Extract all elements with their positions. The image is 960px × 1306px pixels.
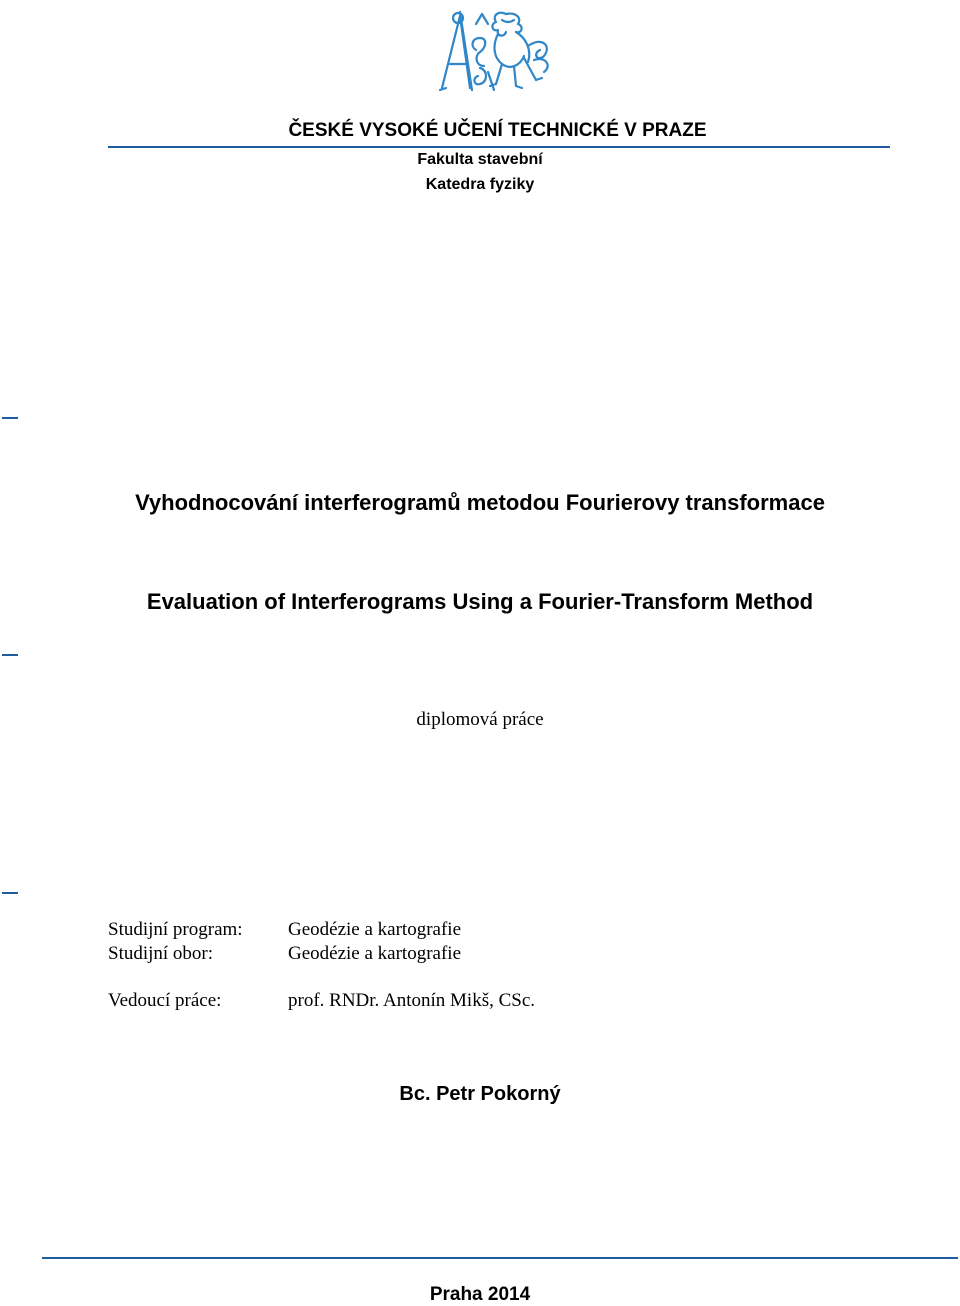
footer-rule: [42, 1257, 958, 1259]
margin-mark: [2, 654, 18, 656]
university-name: ČESKÉ VYSOKÉ UČENÍ TECHNICKÉ V PRAZE: [288, 120, 707, 141]
university-logo: [436, 6, 556, 92]
city-year: Praha 2014: [429, 1284, 531, 1305]
study-program-value: Geodézie a kartografie: [288, 919, 462, 940]
header-rule: [108, 146, 890, 148]
faculty-name: Fakulta stavební: [417, 151, 543, 168]
thesis-title-czech: Vyhodnocování interferogramů metodou Fourierovy transformace: [135, 490, 825, 515]
study-program-label: Studijní program:: [108, 919, 243, 940]
thesis-title-english: Evaluation of Interferograms Using a Fourier-Transform Method: [146, 589, 814, 614]
supervisor-value: prof. RNDr. Antonín Mikš, CSc.: [288, 990, 536, 1011]
department-name: Katedra fyziky: [425, 176, 535, 193]
study-field-value: Geodézie a kartografie: [288, 943, 462, 964]
margin-mark: [2, 892, 18, 894]
thesis-type: diplomová práce: [416, 709, 544, 730]
author-name: Bc. Petr Pokorný: [399, 1083, 561, 1105]
study-field-label: Studijní obor:: [108, 943, 214, 964]
supervisor-label: Vedoucí práce:: [108, 990, 222, 1011]
margin-mark: [2, 417, 18, 419]
